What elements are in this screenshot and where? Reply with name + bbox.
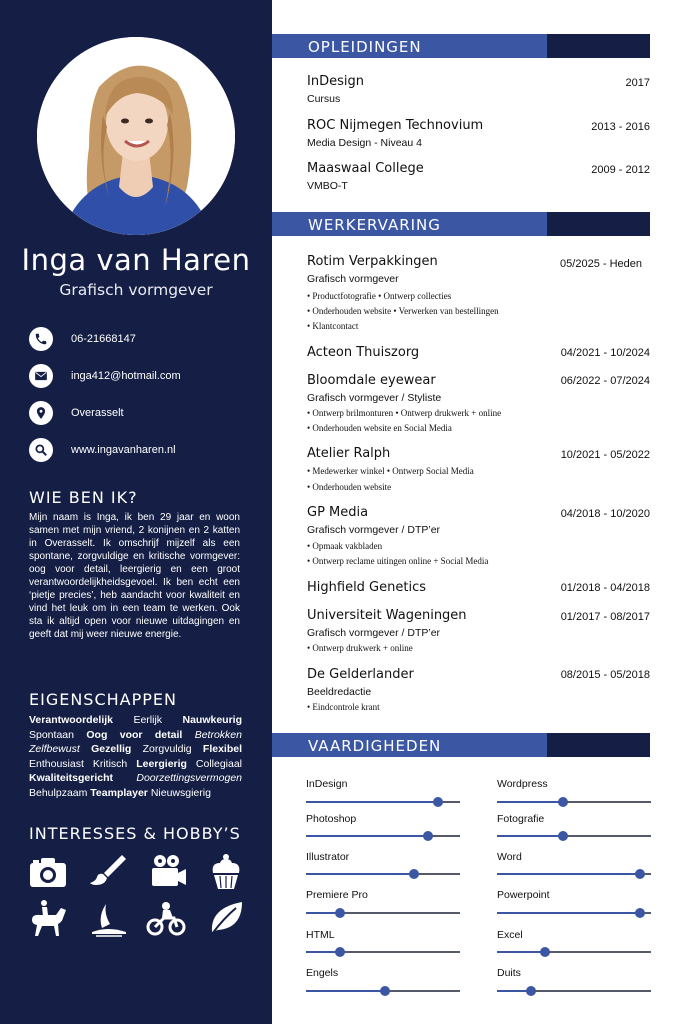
work-date: 10/2021 - 05/2022: [560, 449, 650, 461]
education-heading: OPLEIDINGEN: [308, 38, 422, 56]
work-title: Rotim Verpakkingen: [307, 254, 438, 269]
slider-knob[interactable]: [540, 947, 550, 957]
contact-location-text: Overasselt: [71, 407, 124, 419]
skill-slider[interactable]: [497, 831, 651, 841]
skill-slider[interactable]: [306, 986, 460, 996]
education-sub: VMBO-T: [307, 180, 348, 192]
work-title: Highfield Genetics: [307, 580, 426, 595]
slider-knob[interactable]: [558, 797, 568, 807]
slider-knob[interactable]: [409, 869, 419, 879]
skill-label: Premiere Pro: [306, 889, 368, 901]
about-text: Mijn naam is Inga, ik ben 29 jaar en woon samen met mijn vriend, 2 konijnen en 2 katten in Overasselt. Ik omschrijf mijzelf als een spontane, zorgvuldige en kritische vormgever: oog voor detail, leergierig en een groot verantwoordelijkheidsgevoel. Ik ben echt een ‘pietje precies’, heb aandacht voor kwaliteit en vind het leuk om in een team te werken. Ook sta ik altijd open voor nieuwe uitdagingen en geeft dat mij weer nieuwe energie.: [29, 512, 240, 640]
trait-item: Zelfbewust: [29, 743, 80, 755]
work-bullet: • Eindcontrole krant: [307, 702, 380, 712]
trait-item: Nauwkeurig: [182, 714, 243, 726]
work-bullet: • Klantcontact: [307, 321, 359, 331]
work-sub: Grafisch vormgever / DTP’er: [307, 627, 441, 639]
person-role: Grafisch vormgever: [59, 281, 213, 299]
trait-item: Collegiaal: [195, 757, 243, 770]
location-pin-icon: [29, 401, 53, 425]
work-date: 08/2015 - 05/2018: [560, 669, 650, 681]
slider-knob[interactable]: [635, 908, 645, 918]
skill-slider[interactable]: [497, 947, 651, 957]
work-title: Acteon Thuiszorg: [307, 345, 420, 360]
skill-label: HTML: [306, 929, 335, 941]
education-header: [272, 34, 650, 58]
work-bullet: • Ontwerp brilmonturen • Ontwerp drukwerk + online: [307, 408, 502, 418]
skill-slider[interactable]: [497, 869, 651, 879]
trait-item: Nieuwsgierig: [150, 786, 211, 799]
profile-photo: [37, 37, 235, 235]
camera-icon: [28, 851, 68, 891]
work-date: 05/2025 - Heden: [560, 258, 642, 270]
sailing-icon: [88, 898, 128, 938]
work-sub: Grafisch vormgever / DTP’er: [307, 524, 441, 536]
skill-label: Word: [497, 851, 522, 863]
trait-item: Spontaan: [29, 728, 74, 741]
contact-phone[interactable]: [29, 327, 269, 351]
sidebar: [0, 0, 272, 1024]
skill-label: Illustrator: [306, 851, 350, 863]
work-bullet: • Onderhouden website • Verwerken van bestellingen: [307, 306, 499, 316]
trait-item: Verantwoordelijk: [29, 714, 114, 726]
paintbrush-icon: [88, 851, 128, 891]
work-date: 04/2021 - 10/2024: [560, 347, 650, 359]
work-bullet: • Ontwerp reclame uitingen online + Social Media: [307, 556, 489, 566]
skill-label: Powerpoint: [497, 889, 550, 901]
traits-heading: EIGENSCHAPPEN: [29, 690, 177, 709]
education-title: ROC Nijmegen Technovium: [307, 118, 484, 133]
work-sub: Beeldredactie: [307, 686, 372, 698]
skill-slider[interactable]: [306, 869, 460, 879]
work-title: Universiteit Wageningen: [307, 608, 467, 623]
work-date: 04/2018 - 10/2020: [560, 508, 650, 520]
skill-label: Excel: [497, 929, 523, 941]
skills-header: [272, 733, 650, 757]
slider-knob[interactable]: [335, 908, 345, 918]
trait-item: Zorgvuldig: [142, 743, 192, 755]
cupcake-icon: [206, 851, 246, 891]
trait-item: Eerlijk: [133, 714, 163, 726]
skill-label: Photoshop: [306, 813, 357, 825]
slider-knob[interactable]: [423, 831, 433, 841]
slider-knob[interactable]: [433, 797, 443, 807]
education-date: 2017: [625, 77, 650, 89]
skill-label: Fotografie: [497, 813, 545, 825]
work-title: GP Media: [307, 505, 369, 520]
skill-slider[interactable]: [306, 831, 460, 841]
trait-item: Teamplayer: [90, 786, 148, 799]
header-accent-block: [547, 34, 650, 58]
skill-slider[interactable]: [497, 908, 651, 918]
skill-label: InDesign: [306, 778, 348, 790]
work-header: [272, 212, 650, 236]
skill-slider[interactable]: [306, 947, 460, 957]
trait-item: Leergierig: [136, 757, 187, 770]
horse-rider-icon: [28, 898, 68, 938]
slider-knob[interactable]: [380, 986, 390, 996]
contact-email[interactable]: [29, 364, 269, 388]
trait-item: Kwaliteitsgericht: [29, 772, 114, 784]
trait-item: Flexibel: [202, 743, 243, 755]
trait-item: Behulpzaam: [29, 786, 88, 799]
trait-item: Betrokken: [194, 728, 242, 741]
slider-knob[interactable]: [635, 869, 645, 879]
work-bullet: • Ontwerp drukwerk + online: [307, 643, 413, 653]
education-title: InDesign: [307, 74, 364, 89]
header-accent-block: [547, 212, 650, 236]
work-bullet: • Opmaak vakbladen: [307, 541, 383, 551]
motorcycle-icon: [146, 898, 186, 938]
work-heading: WERKERVARING: [308, 216, 441, 234]
slider-knob[interactable]: [558, 831, 568, 841]
education-sub: Cursus: [307, 93, 341, 105]
trait-item: Enthousiast: [29, 757, 84, 770]
trait-item: Kritisch: [92, 757, 128, 770]
skill-label: Duits: [497, 967, 521, 979]
mail-icon: [29, 364, 53, 388]
skills-heading: VAARDIGHEDEN: [308, 737, 442, 755]
work-title: Bloomdale eyewear: [307, 373, 436, 388]
work-sub: Grafisch vormgever: [307, 273, 399, 285]
work-date: 06/2022 - 07/2024: [560, 375, 650, 387]
trait-item: Gezellig: [91, 743, 132, 755]
work-title: Atelier Ralph: [307, 446, 391, 461]
traits-list: [29, 713, 242, 800]
work-bullet: • Onderhouden website en Social Media: [307, 423, 452, 433]
hobbies-heading: INTERESSES & HOBBY’S: [29, 824, 241, 843]
search-icon: [29, 438, 53, 462]
education-date: 2009 - 2012: [591, 164, 650, 176]
skill-slider[interactable]: [306, 797, 460, 807]
trait-item: Oog voor detail: [86, 728, 183, 741]
work-sub: Grafisch vormgever / Styliste: [307, 392, 442, 404]
education-date: 2013 - 2016: [591, 121, 650, 133]
contact-website-text: www.ingavanharen.nl: [71, 444, 176, 456]
contact-location: [29, 401, 269, 425]
header-accent-block: [547, 733, 650, 757]
phone-icon: [29, 327, 53, 351]
skill-label: Wordpress: [497, 778, 548, 790]
work-title: De Gelderlander: [307, 667, 414, 682]
skill-slider[interactable]: [497, 797, 651, 807]
about-heading: WIE BEN IK?: [29, 488, 138, 507]
skill-slider[interactable]: [497, 986, 651, 996]
work-date: 01/2018 - 04/2018: [560, 582, 650, 594]
work-bullet: • Medewerker winkel • Ontwerp Social Media: [307, 466, 474, 476]
slider-knob[interactable]: [526, 986, 536, 996]
education-sub: Media Design - Niveau 4: [307, 137, 422, 149]
trait-item: Doorzettingsvermogen: [136, 772, 242, 784]
work-date: 01/2017 - 08/2017: [560, 611, 650, 623]
work-bullet: • Onderhouden website: [307, 482, 392, 492]
contact-email-text: inga412@hotmail.com: [71, 370, 181, 382]
slider-knob[interactable]: [335, 947, 345, 957]
education-title: Maaswaal College: [307, 161, 424, 176]
contact-website[interactable]: [29, 438, 269, 462]
skill-label: Engels: [306, 967, 339, 979]
film-camera-icon: [148, 851, 188, 891]
work-bullet: • Productfotografie • Ontwerp collecties: [307, 291, 452, 301]
person-name: Inga van Haren: [21, 243, 251, 277]
skill-slider[interactable]: [306, 908, 460, 918]
leaf-icon: [206, 898, 246, 938]
contact-phone-text: 06-21668147: [71, 333, 136, 345]
